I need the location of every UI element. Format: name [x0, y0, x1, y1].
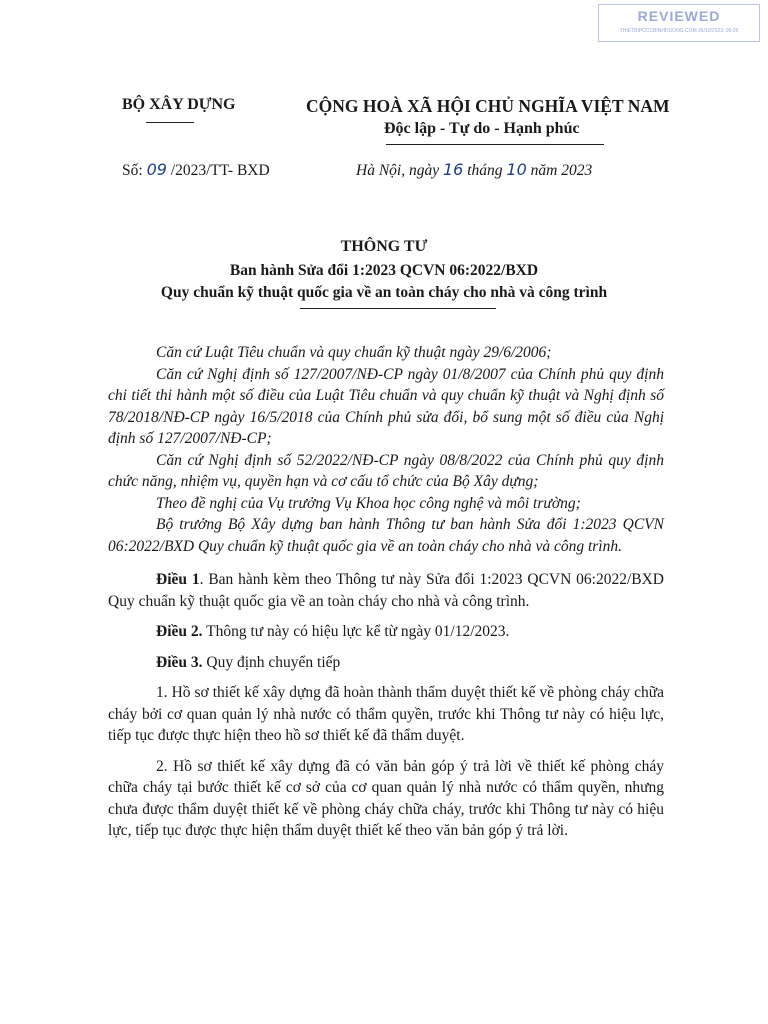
date-mid: tháng — [463, 162, 507, 179]
date-prefix: Hà Nội, ngày — [356, 162, 443, 179]
title-line-2: Quy chuẩn kỹ thuật quốc gia về an toàn cháy cho nhà và công trình — [160, 284, 608, 301]
preamble-paragraph: Căn cứ Nghị định số 52/2022/NĐ-CP ngày 08/8/2022 của Chính phủ quy định chức năng, nhiệm vụ, quyền hạn và cơ cấu tổ chức của Bộ Xây dựng; — [108, 451, 664, 490]
reviewed-stamp — [598, 4, 760, 42]
preamble-paragraph: Theo đề nghị của Vụ trưởng Vụ Khoa học công nghệ và môi trường; — [156, 494, 581, 512]
title-line-1: Ban hành Sửa đổi 1:2023 QCVN 06:2022/BXD — [229, 262, 539, 279]
date-suffix: năm 2023 — [526, 162, 593, 179]
handwritten-day: 16 — [442, 160, 464, 179]
preamble-paragraph: Căn cứ Luật Tiêu chuẩn và quy chuẩn kỹ thuật ngày 29/6/2006; — [156, 344, 552, 361]
article-1-separator: . — [199, 571, 209, 588]
national-motto: Độc lập - Tự do - Hạnh phúc — [384, 120, 580, 137]
article-2-label: Điều 2. — [156, 623, 203, 640]
article-2-text: Thông tư này có hiệu lực kể từ ngày 01/12/2023. — [206, 623, 510, 640]
document-body — [108, 342, 664, 842]
article-1-text: Ban hành kèm theo Thông tư này Sửa đổi 1:2023 QCVN 06:2022/BXD Quy chuẩn kỹ thuật quốc gia về an toàn cháy cho nhà và công trình. — [108, 571, 664, 610]
title-underline — [300, 308, 496, 309]
article-1 — [108, 569, 664, 612]
date-line — [356, 160, 592, 180]
stamp-subtitle: THIETBIPCCCBINHDUONG.COM 26/10/2023, 09:26 — [619, 28, 739, 34]
article-3-text: Quy định chuyển tiếp — [206, 653, 341, 671]
article-3 — [108, 652, 664, 674]
preamble-paragraph: Căn cứ Nghị định số 127/2007/NĐ-CP ngày 01/8/2007 của Chính phủ quy định chi tiết thi hành một số điều của Luật Tiêu chuẩn và quy chuẩn kỹ thuật và Nghị định số 78/2018/NĐ-CP ngày 16/5/2018 của Chính phủ sửa đổi, bổ sung một số điều của Nghị định số 127/2007/NĐ-CP; — [108, 365, 664, 447]
document-number-prefix: Số: — [122, 162, 147, 179]
document-number — [122, 160, 270, 180]
handwritten-number: 09 — [146, 160, 167, 179]
document-type: THÔNG TƯ — [340, 238, 428, 255]
handwritten-month: 10 — [506, 160, 527, 179]
article-2 — [108, 621, 664, 643]
preamble-paragraph: Bộ trưởng Bộ Xây dựng ban hành Thông tư ban hành Sửa đổi 1:2023 QCVN 06:2022/BXD Quy chuẩn kỹ thuật quốc gia về an toàn cháy cho nhà và công trình. — [108, 516, 664, 555]
nation-heading: CỘNG HOÀ XÃ HỘI CHỦ NGHĨA VIỆT NAM — [306, 96, 670, 116]
ministry-name: BỘ XÂY DỰNG — [122, 96, 236, 113]
ministry-underline — [146, 122, 194, 123]
clause-2: 2. Hồ sơ thiết kế xây dựng đã có văn bản góp ý trả lời về thiết kế phòng cháy chữa cháy tại bước thiết kế cơ sở của cơ quan quản lý nhà nước có thẩm quyền, nhưng chưa được thẩm duyệt thiết kế về phòng cháy chữa cháy, trước khi Thông tư này có hiệu lực, tiếp tục được thực hiện thẩm duyệt thiết kế theo văn bản góp ý trả lời. — [108, 757, 664, 839]
article-3-label: Điều 3. — [156, 653, 203, 671]
motto-underline — [386, 144, 604, 145]
clause-1: 1. Hồ sơ thiết kế xây dựng đã hoàn thành thẩm duyệt thiết kế về phòng cháy chữa cháy bởi cơ quan quản lý nhà nước có thẩm quyền, trước khi Thông tư này có hiệu lực, tiếp tục được thực hiện theo hồ sơ thiết kế đã thẩm duyệt. — [108, 684, 664, 744]
article-1-label: Điều 1 — [156, 571, 200, 588]
document-number-suffix: /2023/TT- BXD — [166, 162, 270, 179]
stamp-title: REVIEWED — [637, 8, 721, 24]
